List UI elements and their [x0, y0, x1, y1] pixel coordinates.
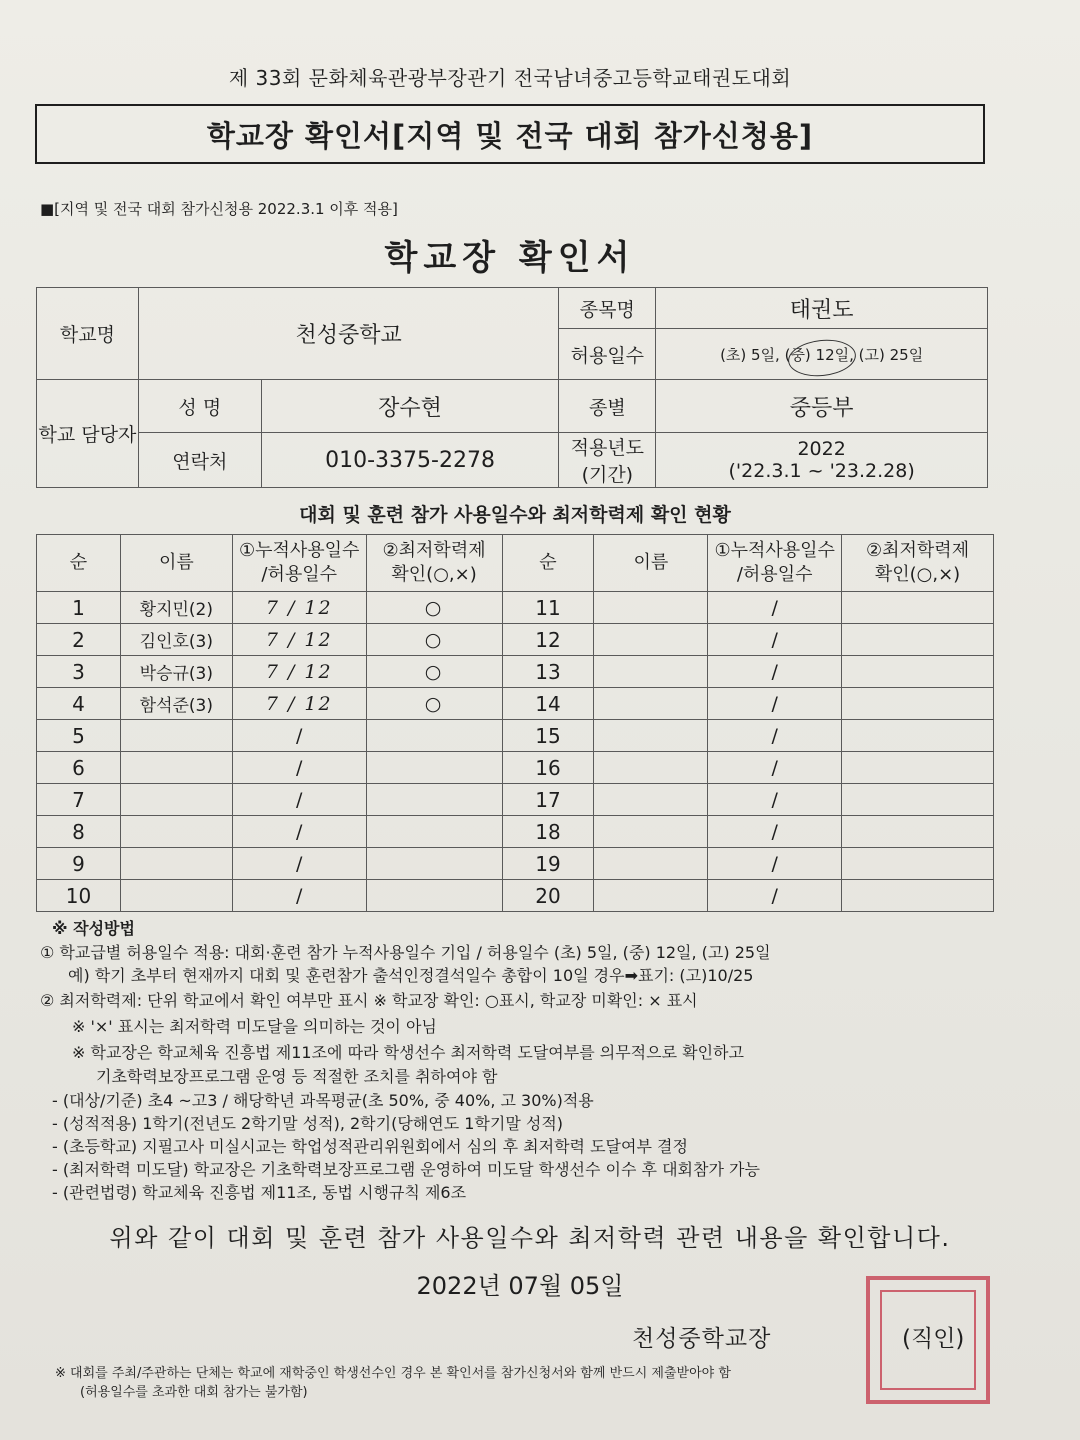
days-used: / [708, 720, 842, 752]
student-name: 김인호(3) [120, 624, 232, 656]
header-days-line1: ①누적사용일수 [238, 540, 360, 561]
min-academic-check [842, 784, 994, 816]
period-text: ('22.3.1 ~ '23.2.28) [728, 460, 915, 482]
student-name [594, 784, 708, 816]
manager-label: 학교 담당자 [37, 380, 139, 488]
student-name [120, 720, 232, 752]
instruction-line: 예) 학기 초부터 현재까지 대회 및 훈련참가 출석인정결석일수 총합이 10일 경우➡표기: (고)10/25 [68, 966, 754, 985]
instruction-line: - (성적적용) 1학기(전년도 2학기말 성적), 2학기(당해연도 1학기말 성적) [52, 1114, 564, 1133]
year-text: 2022 [797, 438, 846, 460]
student-name [594, 688, 708, 720]
header-no: 순 [502, 535, 594, 592]
row-number: 17 [502, 784, 594, 816]
row-number: 16 [502, 752, 594, 784]
student-name [120, 784, 232, 816]
info-table [36, 287, 988, 488]
instruction-line: - (관련법령) 학교체육 진흥법 제11조, 동법 시행규칙 제6조 [52, 1183, 467, 1202]
header-min-line2: 확인(○,×) [391, 564, 477, 585]
event-title: 제 33회 문화체육관광부장관기 전국남녀중고등학교태권도대회 [228, 66, 792, 90]
confirm-statement: 위와 같이 대회 및 훈련 참가 사용일수와 최저학력 관련 내용을 확인합니다. [109, 1224, 951, 1252]
min-academic-check [842, 624, 994, 656]
days-used: 7 / 12 [232, 592, 366, 624]
banner-title-text: 학교장 확인서[지역 및 전국 대회 참가신청용] [206, 118, 814, 153]
header-days-line2: /허용일수 [261, 564, 338, 585]
category-label: 종별 [559, 380, 656, 433]
instruction-line: ※ 작성방법 [52, 919, 135, 938]
min-academic-check [366, 816, 502, 848]
applicability-note: ■[지역 및 전국 대회 참가신청용 2022.3.1 이후 적용] [40, 200, 398, 218]
row-number: 14 [502, 688, 594, 720]
min-academic-check: ○ [366, 656, 502, 688]
roster-body [37, 592, 994, 912]
student-name [120, 848, 232, 880]
student-name [594, 592, 708, 624]
row-number: 13 [502, 656, 594, 688]
student-name [594, 848, 708, 880]
min-academic-check [842, 656, 994, 688]
days-used: / [232, 816, 366, 848]
seal-label: (직인) [902, 1326, 965, 1352]
student-name [594, 720, 708, 752]
school-label: 학교명 [37, 288, 139, 380]
row-number: 11 [502, 592, 594, 624]
header-days-line2: /허용일수 [736, 564, 813, 585]
min-academic-check [842, 848, 994, 880]
row-number: 1 [37, 592, 121, 624]
min-academic-check [842, 880, 994, 912]
year-label-line1: 적용년도 [570, 437, 645, 459]
row-number: 3 [37, 656, 121, 688]
roster-table [36, 534, 994, 912]
min-academic-check [842, 816, 994, 848]
min-academic-check [366, 752, 502, 784]
year-value [656, 433, 988, 488]
table-row [37, 720, 994, 752]
row-number: 18 [502, 816, 594, 848]
min-academic-check [366, 880, 502, 912]
header-days-line1: ①누적사용일수 [714, 540, 835, 561]
header-min [366, 535, 502, 592]
student-name [120, 880, 232, 912]
row-number: 15 [502, 720, 594, 752]
min-academic-check [366, 784, 502, 816]
header-name: 이름 [120, 535, 232, 592]
row-number: 12 [502, 624, 594, 656]
row-number: 10 [37, 880, 121, 912]
instruction-line: 기초학력보장프로그램 운영 등 적절한 조치를 취하여야 함 [96, 1067, 498, 1086]
instruction-line: ※ '×' 표시는 최저학력 미도달을 의미하는 것이 아님 [72, 1017, 437, 1036]
school-name: 천성중학교 [138, 288, 559, 380]
category-value: 중등부 [656, 380, 988, 433]
days-used: / [708, 816, 842, 848]
sport-label: 종목명 [559, 288, 656, 329]
days-used: / [708, 656, 842, 688]
student-name [120, 816, 232, 848]
min-academic-check: ○ [366, 592, 502, 624]
table-row [37, 784, 994, 816]
row-number: 9 [37, 848, 121, 880]
row-number: 4 [37, 688, 121, 720]
issue-date: 2022년 07월 05일 [416, 1272, 624, 1300]
days-used: / [708, 848, 842, 880]
instruction-line: - (초등학교) 지필고사 미실시교는 학업성적관리위원회에서 심의 후 최저학력 도달여부 결정 [52, 1137, 688, 1156]
row-number: 20 [502, 880, 594, 912]
signer-title: 천성중학교장 [632, 1326, 772, 1352]
instruction-line: - (최저학력 미도달) 학교장은 기초학력보장프로그램 운영하여 미도달 학생선수 이수 후 대회참가 가능 [52, 1160, 760, 1179]
student-name [594, 624, 708, 656]
sport-value: 태권도 [656, 288, 988, 329]
row-number: 19 [502, 848, 594, 880]
year-label-line2: (기간) [581, 464, 634, 486]
student-name [594, 656, 708, 688]
days-used: / [708, 752, 842, 784]
header-min-line2: 확인(○,×) [874, 564, 961, 585]
row-number: 6 [37, 752, 121, 784]
days-used: 7 / 12 [232, 656, 366, 688]
table-row [37, 848, 994, 880]
days-used: / [232, 752, 366, 784]
min-academic-check [842, 752, 994, 784]
table-row [37, 624, 994, 656]
section-title: 대회 및 훈련 참가 사용일수와 최저학력제 확인 현황 [299, 504, 731, 526]
year-label [559, 433, 656, 488]
table-row [37, 880, 994, 912]
days-used: / [708, 688, 842, 720]
footnote-line: ※ 대회를 주최/주관하는 단체는 학교에 재학중인 학생선수인 경우 본 확인서를 참가신청서와 함께 반드시 제출받아야 함 [55, 1366, 731, 1381]
student-name: 황지민(2) [120, 592, 232, 624]
student-name: 함석준(3) [120, 688, 232, 720]
days-used: / [232, 720, 366, 752]
header-days [708, 535, 842, 592]
footnote-line: (허용일수를 초과한 대회 참가는 불가함) [80, 1385, 308, 1400]
allowed-days-label: 허용일수 [559, 329, 656, 380]
student-name [120, 752, 232, 784]
header-days [232, 535, 366, 592]
header-min [842, 535, 994, 592]
min-academic-check: ○ [366, 688, 502, 720]
header-name: 이름 [594, 535, 708, 592]
days-used: 7 / 12 [232, 688, 366, 720]
allowed-days-value: (초) 5일, (중) 12일, (고) 25일 [656, 329, 988, 380]
min-academic-check [842, 688, 994, 720]
row-number: 7 [37, 784, 121, 816]
document-title: 학교장 확인서 [384, 238, 636, 278]
contact-label: 연락처 [138, 433, 261, 488]
min-academic-check [366, 720, 502, 752]
min-academic-check [842, 592, 994, 624]
table-row [37, 656, 994, 688]
instruction-line: ② 최저학력제: 단위 학교에서 확인 여부만 표시 ※ 학교장 확인: ○표시, 학교장 미확인: × 표시 [40, 991, 698, 1010]
instruction-line: - (대상/기준) 초4 ~고3 / 해당학년 과목평균(초 50%, 중 40%, 고 30%)적용 [52, 1091, 594, 1110]
days-used: / [708, 624, 842, 656]
student-name: 박승규(3) [120, 656, 232, 688]
manager-name: 장수현 [261, 380, 559, 433]
student-name [594, 816, 708, 848]
instruction-line: ① 학교급별 허용일수 적용: 대회·훈련 참가 누적사용일수 기입 / 허용일수 (초) 5일, (중) 12일, (고) 25일 [40, 943, 771, 962]
min-academic-check: ○ [366, 624, 502, 656]
days-used: / [708, 880, 842, 912]
header-min-line1: ②최저학력제 [382, 540, 486, 561]
instruction-line: ※ 학교장은 학교체육 진흥법 제11조에 따라 학생선수 최저학력 도달여부를 의무적으로 확인하고 [72, 1043, 744, 1062]
min-academic-check [366, 848, 502, 880]
header-no: 순 [37, 535, 121, 592]
days-used: / [232, 880, 366, 912]
row-number: 8 [37, 816, 121, 848]
days-used: / [232, 784, 366, 816]
row-number: 5 [37, 720, 121, 752]
name-label: 성 명 [138, 380, 261, 433]
min-academic-check [842, 720, 994, 752]
days-used: 7 / 12 [232, 624, 366, 656]
row-number: 2 [37, 624, 121, 656]
table-header-row [37, 535, 994, 592]
table-row [37, 688, 994, 720]
days-used: / [708, 592, 842, 624]
student-name [594, 752, 708, 784]
days-used: / [708, 784, 842, 816]
banner-title [35, 104, 985, 164]
table-row [37, 816, 994, 848]
table-row [37, 592, 994, 624]
contact-value: 010-3375-2278 [261, 433, 559, 488]
student-name [594, 880, 708, 912]
days-used: / [232, 848, 366, 880]
header-min-line1: ②최저학력제 [866, 540, 970, 561]
table-row [37, 752, 994, 784]
